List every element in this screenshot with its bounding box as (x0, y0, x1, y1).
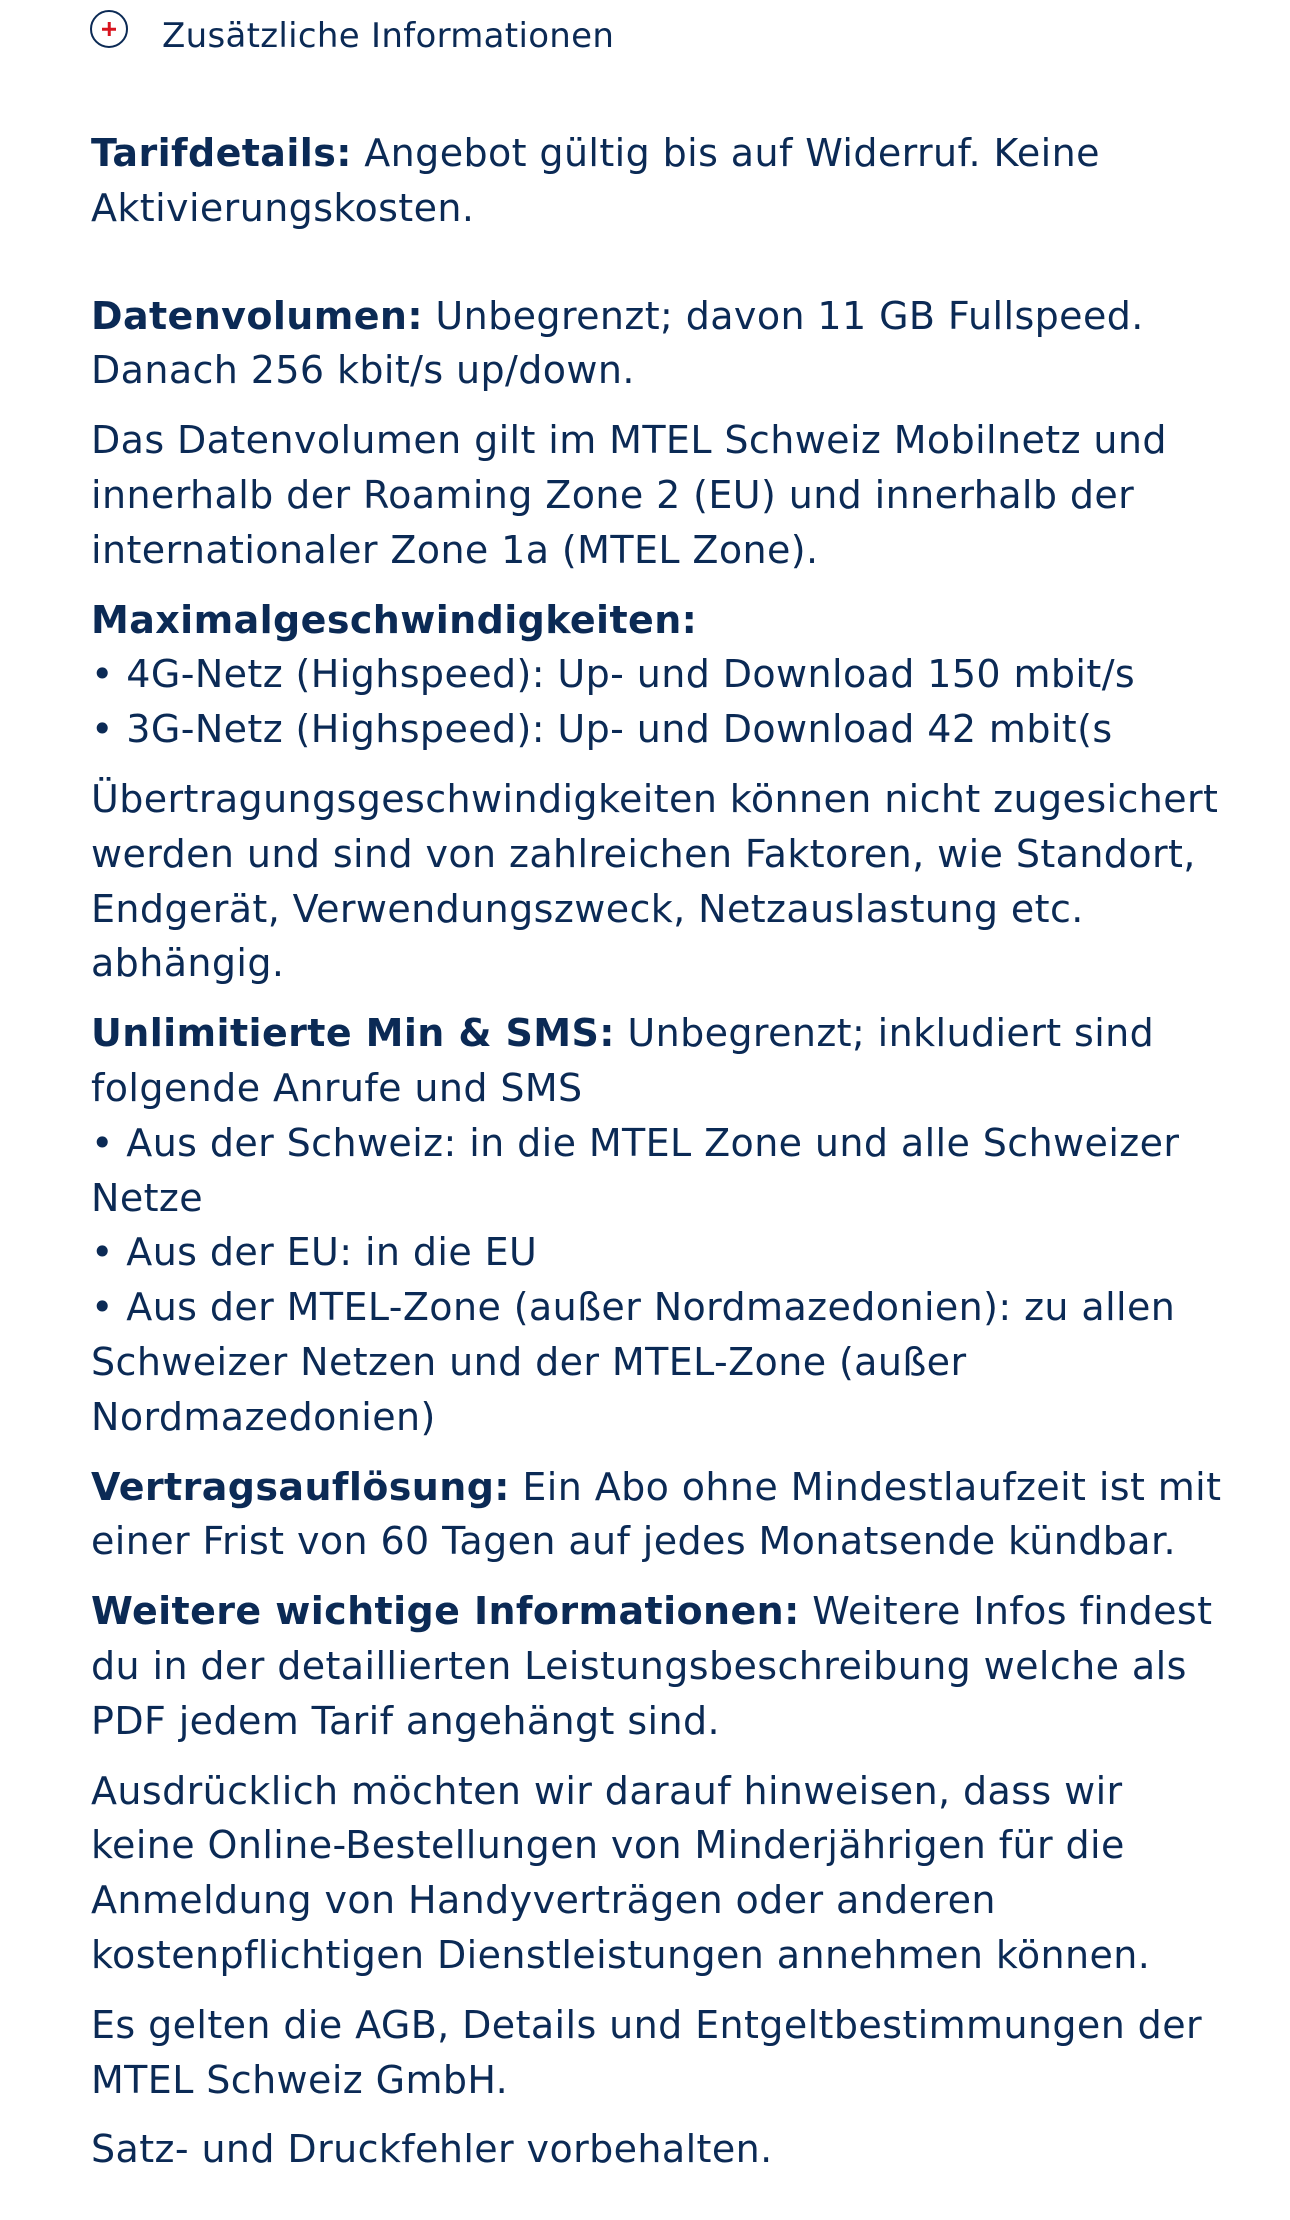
tarif-details (91, 126, 1231, 236)
unlimited-min-sms (91, 1006, 1231, 1444)
tarif-details-label: Tarifdetails: (91, 131, 352, 175)
vertragsaufloesung (91, 1460, 1231, 1570)
unlimited-min-sms-text: Unbegrenzt; inkludiert sind folgende Anrufe und SMS (91, 1011, 1155, 1110)
datenvolumen-label: Datenvolumen: (91, 293, 423, 338)
datenvolumen-text: Unbegrenzt; davon 11 GB Fullspeed. Danach 256 kbit/s up/down. (91, 293, 1144, 393)
min-sms-item: • Aus der EU: in die EU (91, 1230, 538, 1275)
minor-orders-notice: Ausdrücklich möchten wir darauf hinweisen, dass wir keine Online-Bestellungen von Minderjährigen für die Anmeldung von Handyverträgen oder anderen kostenpflichtigen Dienstleistungen annehmen können. (91, 1768, 1151, 1977)
plus-circle-icon (90, 10, 128, 48)
vertragsaufloesung-label: Vertragsauflösung: (91, 1464, 510, 1509)
speed-item: • 3G-Netz (Highspeed): Up- und Download 42 mbit(s (91, 707, 1113, 752)
vertragsaufloesung-text: Ein Abo ohne Mindestlaufzeit ist mit einer Frist von 60 Tagen auf jedes Monatsende kündbar. (91, 1464, 1222, 1564)
min-sms-item: • Aus der MTEL-Zone (außer Nordmazedonien): zu allen Schweizer Netzen und der MTEL-Zone (außer Nordmazedonien) (91, 1285, 1176, 1439)
weitere-informationen-text: Weitere Infos findest du in der detaillierten Leistungsbeschreibung welche als PDF jedem Tarif angehängt sind. (91, 1589, 1213, 1743)
typo-disclaimer: Satz- und Druckfehler vorbehalten. (91, 2127, 773, 2172)
speed-item: • 4G-Netz (Highspeed): Up- und Download 150 mbit/s (91, 652, 1136, 697)
datenvolumen-info: Das Datenvolumen gilt im MTEL Schweiz Mobilnetz und innerhalb der Roaming Zone 2 (EU) und innerhalb der internationaler Zone 1a (MTEL Zone). (91, 418, 1167, 572)
unlimited-min-sms-label: Unlimitierte Min & SMS: (91, 1011, 615, 1056)
agb-notice: Es gelten die AGB, Details und Entgeltbestimmungen der MTEL Schweiz GmbH. (91, 2002, 1203, 2102)
weitere-informationen-label: Weitere wichtige Informationen: (91, 1589, 800, 1634)
datenvolumen (91, 289, 1231, 399)
speed-disclaimer: Übertragungsgeschwindigkeiten können nicht zugesichert werden und sind von zahlreichen Faktoren, wie Standort, Endgerät, Verwendungszweck, Netzauslastung etc. abhängig. (91, 776, 1219, 986)
weitere-informationen (91, 1584, 1231, 1748)
maximalgeschwindigkeiten-label: Maximalgeschwindigkeiten: (91, 597, 698, 642)
min-sms-item: • Aus der Schweiz: in die MTEL Zone und alle Schweizer Netze (91, 1120, 1180, 1220)
maximalgeschwindigkeiten (91, 593, 1231, 757)
additional-info-toggle[interactable] (90, 4, 614, 68)
additional-info-label: Zusätzliche Informationen (162, 16, 615, 56)
tarif-details-text: Angebot gültig bis auf Widerruf. Keine Aktivierungskosten. (91, 131, 1100, 230)
spacer (91, 251, 1231, 289)
additional-info-content (91, 126, 1231, 2192)
